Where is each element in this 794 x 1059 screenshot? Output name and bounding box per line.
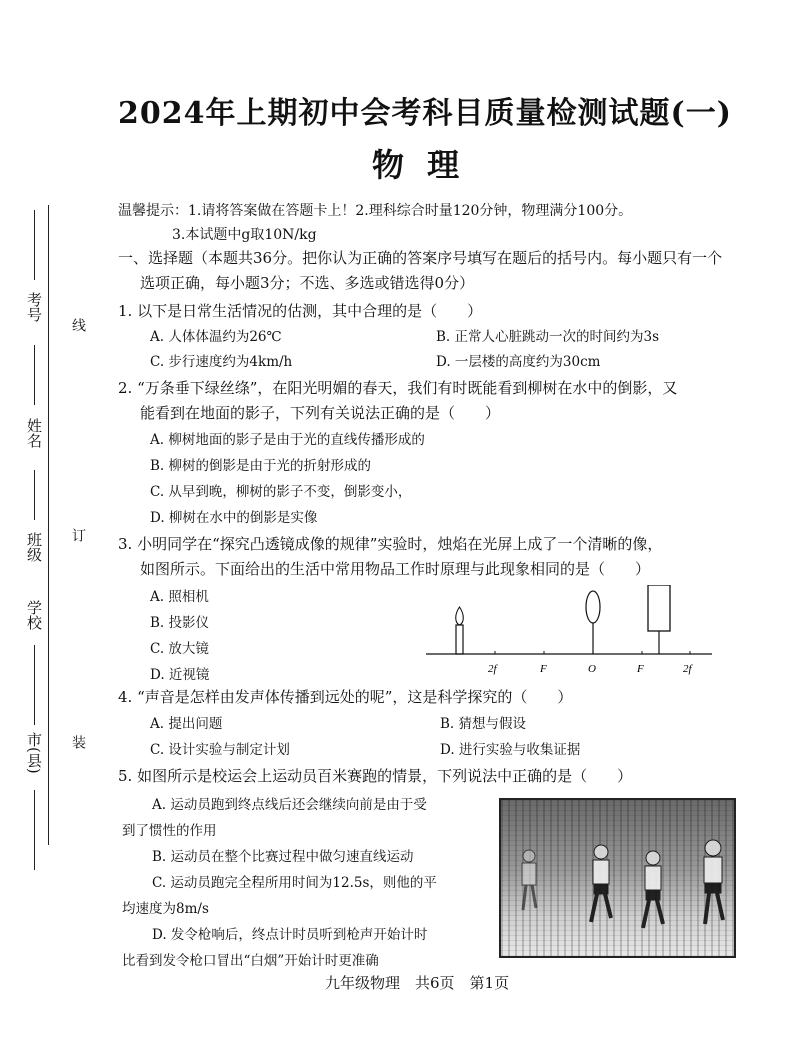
q5-option-c-2: 均速度为8m/s: [122, 901, 209, 917]
q5-option-c-1: C. 运动员跑完全程所用时间为12.5s，则他的平: [152, 875, 437, 891]
q2-option-d: D. 柳树在水中的倒影是实像: [150, 510, 318, 526]
q4-option-a: A. 提出问题: [150, 716, 223, 732]
q5-option-d-2: 比看到发令枪口冒出“白烟”开始计时更准确: [122, 953, 379, 969]
runners-figure: [501, 800, 734, 956]
fill-line-name: [34, 345, 35, 405]
q5-option-d-1: D. 发令枪响后，终点计时员听到枪声开始计时: [152, 927, 428, 943]
q2-option-b: B. 柳树的倒影是由于光的折射形成的: [150, 458, 372, 474]
mark-line: 线: [70, 318, 86, 332]
axis-label-2f-right: 2f: [683, 663, 692, 675]
tips-line-2: 3.本试题中g取10N/kg: [172, 227, 317, 243]
q4-option-d: D. 进行实验与收集证据: [440, 742, 581, 758]
binding-line: [48, 205, 49, 845]
candle: [456, 625, 463, 654]
q2-option-c: C. 从早到晚，柳树的影子不变，倒影变小，: [150, 484, 412, 500]
label-city: 市(县): [25, 732, 43, 774]
q3-option-c: C. 放大镜: [150, 641, 209, 657]
page-footer: 九年级物理 共6页 第1页: [325, 974, 510, 992]
section-heading-2: 选项正确，每小题3分；不选、多选或错选得0分）: [140, 274, 475, 292]
q1-option-a: A. 人体体温约为26℃: [150, 329, 282, 345]
runner-2: [643, 851, 663, 928]
tips-line-1: 温馨提示：1.请将答案做在答题卡上！2.理科综合时量120分钟，物理满分100分。: [118, 203, 633, 219]
q4-option-b: B. 猜想与假设: [440, 716, 527, 732]
q3-stem-2: 如图所示。下面给出的生活中常用物品工作时原理与此现象相同的是（ ）: [140, 560, 651, 578]
fill-line-class: [34, 470, 35, 520]
axis-label-f-left: F: [540, 663, 547, 675]
q5-stem: 5. 如图所示是校运会上运动员百米赛跑的情景，下列说法中正确的是（ ）: [118, 767, 633, 785]
q3-stem-1: 3. 小明同学在“探究凸透镜成像的规律”实验时，烛焰在光屏上成了一个清晰的像，: [118, 535, 663, 553]
q2-stem-1: 2. “万条垂下绿丝绦”，在阳光明媚的春天，我们有时既能看到柳树在水中的倒影，又: [118, 379, 678, 397]
q5-option-a-2: 到了惯性的作用: [122, 823, 217, 839]
label-name: 姓名: [25, 418, 43, 448]
candle-flame: [456, 607, 464, 625]
fill-line-school: [34, 645, 35, 725]
q1-option-b: B. 正常人心脏跳动一次的时间约为3s: [436, 329, 660, 345]
q4-option-c: C. 设计实验与制定计划: [150, 742, 290, 758]
convex-lens: [586, 591, 600, 623]
q1-option-c: C. 步行速度约为4km/h: [150, 354, 293, 370]
runner-3: [704, 840, 723, 924]
mark-ding: 订: [70, 528, 86, 542]
q2-stem-2: 能看到在地面的影子，下列有关说法正确的是（ ）: [140, 404, 501, 422]
q1-option-d: D. 一层楼的高度约为30cm: [436, 354, 601, 370]
fill-line-number: [34, 210, 35, 280]
runner-1: [591, 845, 611, 922]
q5-option-a-1: A. 运动员跑到终点线后还会继续向前是由于受: [152, 797, 427, 813]
subject-title: 物 理: [372, 146, 466, 184]
fill-line-city: [34, 790, 35, 870]
label-number: 考号: [25, 292, 43, 322]
label-class: 班级: [25, 532, 43, 562]
lens-diagram: [424, 585, 714, 680]
exam-title: 2024年上期初中会考科目质量检测试题(一): [118, 96, 732, 131]
runner-4: [522, 850, 536, 910]
q2-option-a: A. 柳树地面的影子是由于光的直线传播形成的: [150, 432, 425, 448]
q3-option-d: D. 近视镜: [150, 667, 210, 683]
q4-stem: 4. “声音是怎样由发声体传播到远处的呢”，这是科学探究的（ ）: [118, 688, 573, 706]
axis-label-2f-left: 2f: [488, 663, 497, 675]
mark-zhuang: 装: [70, 735, 86, 749]
race-photo: [499, 798, 736, 958]
q1-stem: 1. 以下是日常生活情况的估测，其中合理的是（ ）: [118, 302, 483, 320]
axis-label-f-right: F: [637, 663, 644, 675]
q3-option-a: A. 照相机: [150, 589, 209, 605]
label-school: 学校: [25, 600, 43, 630]
section-heading-1: 一、选择题（本题共36分。把你认为正确的答案序号填写在题后的括号内。每小题只有一个: [118, 249, 723, 267]
axis-label-o: O: [588, 663, 596, 675]
q3-option-b: B. 投影仪: [150, 615, 210, 631]
light-screen: [648, 585, 670, 631]
q5-option-b: B. 运动员在整个比赛过程中做匀速直线运动: [152, 849, 414, 865]
